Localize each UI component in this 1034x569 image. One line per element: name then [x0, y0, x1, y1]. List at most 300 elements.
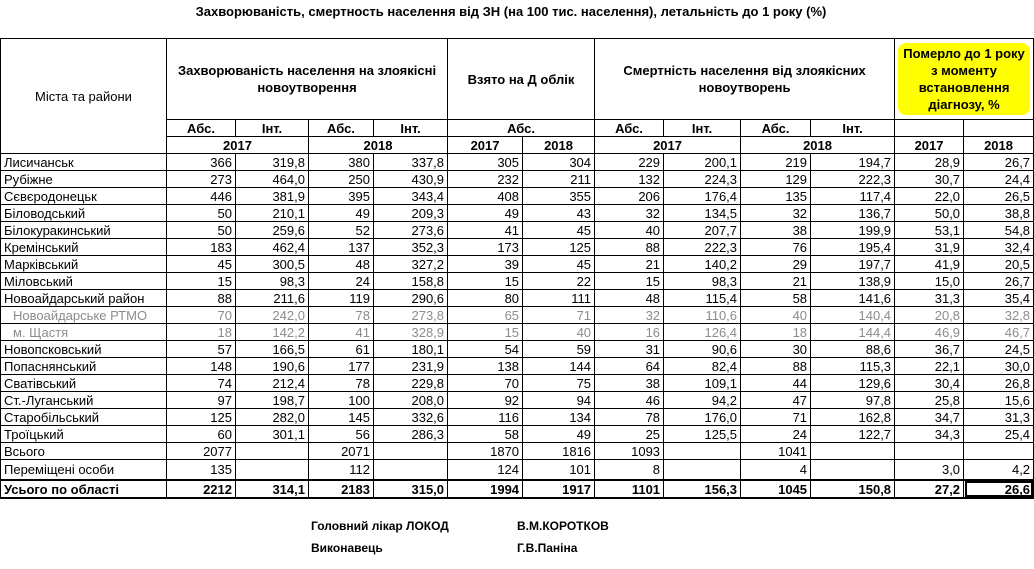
value-cell: 94: [523, 392, 595, 409]
value-cell: 3,0: [895, 460, 964, 481]
table-row: [1, 171, 1034, 188]
value-cell: 90,6: [664, 341, 741, 358]
value-cell: 46,7: [964, 324, 1034, 341]
sub-abs: Абс.: [741, 120, 811, 137]
region-name: Ст.-Луганський: [1, 392, 167, 409]
highlighted-header: Померло до 1 року з моменту встановлення діагнозу, %: [898, 43, 1030, 115]
value-cell: 24,4: [964, 171, 1034, 188]
value-cell: 111: [523, 290, 595, 307]
value-cell: 366: [167, 154, 236, 171]
value-cell: 98,3: [664, 273, 741, 290]
value-cell: 45: [523, 222, 595, 239]
value-cell: 134,5: [664, 205, 741, 222]
value-cell: 52: [309, 222, 374, 239]
region-name: Троїцький: [1, 426, 167, 443]
value-cell: 15,6: [964, 392, 1034, 409]
value-cell: 30,0: [964, 358, 1034, 375]
value-cell: 48: [309, 256, 374, 273]
value-cell: 177: [309, 358, 374, 375]
value-cell: 38,8: [964, 205, 1034, 222]
value-cell: 40: [741, 307, 811, 324]
value-cell: 2212: [167, 480, 236, 498]
value-cell: 53,1: [895, 222, 964, 239]
header-incidence: Захворюваність населення на злоякісні новоутворення: [167, 39, 448, 120]
value-cell: 464,0: [236, 171, 309, 188]
value-cell: 224,3: [664, 171, 741, 188]
value-cell: 44: [741, 375, 811, 392]
value-cell: 56: [309, 426, 374, 443]
value-cell: 22: [523, 273, 595, 290]
value-cell: 115,4: [664, 290, 741, 307]
sub-abs: Абс.: [595, 120, 664, 137]
value-cell: 142,2: [236, 324, 309, 341]
value-cell: 2077: [167, 443, 236, 460]
value-cell: 28,9: [895, 154, 964, 171]
value-cell: 232: [448, 171, 523, 188]
value-cell: 109,1: [664, 375, 741, 392]
value-cell: 100: [309, 392, 374, 409]
value-cell: 57: [167, 341, 236, 358]
table-row: [1, 205, 1034, 222]
table-row: [1, 273, 1034, 290]
sub-abs: Абс.: [167, 120, 236, 137]
table-row: [1, 188, 1034, 205]
year-2018: 2018: [523, 137, 595, 154]
executor-name: Г.В.Паніна: [517, 541, 578, 555]
value-cell: 129: [741, 171, 811, 188]
value-cell: 47: [741, 392, 811, 409]
table-row: [1, 222, 1034, 239]
chief-label: Головний лікар ЛОКОД: [311, 519, 449, 533]
value-cell: 129,6: [811, 375, 895, 392]
header-died: [895, 39, 1034, 120]
value-cell: 45: [523, 256, 595, 273]
value-cell: 31,3: [895, 290, 964, 307]
value-cell: 117,4: [811, 188, 895, 205]
value-cell: 125,5: [664, 426, 741, 443]
value-cell: 50: [167, 222, 236, 239]
value-cell: 59: [523, 341, 595, 358]
value-cell: 352,3: [374, 239, 448, 256]
value-cell: 319,8: [236, 154, 309, 171]
value-cell: 80: [448, 290, 523, 307]
value-cell: 78: [595, 409, 664, 426]
value-cell: 30: [741, 341, 811, 358]
value-cell: 29: [741, 256, 811, 273]
value-cell: 211: [523, 171, 595, 188]
value-cell: 222,3: [811, 171, 895, 188]
value-cell: 134: [523, 409, 595, 426]
value-cell: 1917: [523, 480, 595, 498]
table-row: [1, 426, 1034, 443]
blank-cell: [895, 120, 964, 137]
page-title: Захворюваність, смертность населення від ЗН (на 100 тис. населення), летальність до 1 року (%): [195, 4, 827, 19]
value-cell: 144: [523, 358, 595, 375]
value-cell: 305: [448, 154, 523, 171]
value-cell: 32,4: [964, 239, 1034, 256]
value-cell: 49: [523, 426, 595, 443]
value-cell: 26,7: [964, 273, 1034, 290]
value-cell: 40: [595, 222, 664, 239]
value-cell: 222,3: [664, 239, 741, 256]
value-cell: 2183: [309, 480, 374, 498]
value-cell: [964, 443, 1034, 460]
value-cell: 140,2: [664, 256, 741, 273]
value-cell: 327,2: [374, 256, 448, 273]
value-cell: 166,5: [236, 341, 309, 358]
value-cell: 24,5: [964, 341, 1034, 358]
value-cell: 46,9: [895, 324, 964, 341]
value-cell: 70: [167, 307, 236, 324]
value-cell: 45: [167, 256, 236, 273]
value-cell: 343,4: [374, 188, 448, 205]
value-cell: 145: [309, 409, 374, 426]
table-row: [1, 239, 1034, 256]
value-cell: 58: [741, 290, 811, 307]
value-cell: 54: [448, 341, 523, 358]
value-cell: 41,9: [895, 256, 964, 273]
value-cell: 49: [448, 205, 523, 222]
value-cell: 30,7: [895, 171, 964, 188]
value-cell: 219: [741, 154, 811, 171]
value-cell: 132: [595, 171, 664, 188]
value-cell: 122,7: [811, 426, 895, 443]
value-cell: 71: [741, 409, 811, 426]
value-cell: 31,3: [964, 409, 1034, 426]
value-cell: 381,9: [236, 188, 309, 205]
value-cell: 74: [167, 375, 236, 392]
value-cell: 101: [523, 460, 595, 481]
value-cell: 259,6: [236, 222, 309, 239]
value-cell: 125: [167, 409, 236, 426]
value-cell: 15: [595, 273, 664, 290]
value-cell: 75: [523, 375, 595, 392]
value-cell: 1041: [741, 443, 811, 460]
value-cell: 300,5: [236, 256, 309, 273]
value-cell: 38: [595, 375, 664, 392]
value-cell: 135: [741, 188, 811, 205]
value-cell: 71: [523, 307, 595, 324]
value-cell: 332,6: [374, 409, 448, 426]
table-row: [1, 307, 1034, 324]
year-2017: 2017: [595, 137, 741, 154]
table-row: [1, 154, 1034, 171]
value-cell: 49: [309, 205, 374, 222]
region-name: Білокуракинський: [1, 222, 167, 239]
sub-abs: Абс.: [309, 120, 374, 137]
value-cell: 36,7: [895, 341, 964, 358]
value-cell: 88: [595, 239, 664, 256]
value-cell: 4: [741, 460, 811, 481]
value-cell: 15: [448, 273, 523, 290]
value-cell: 1045: [741, 480, 811, 498]
value-cell: 140,4: [811, 307, 895, 324]
data-table: [0, 38, 1034, 499]
region-name: Новоайдарське РТМО: [1, 307, 167, 324]
table-row: [1, 375, 1034, 392]
value-cell: 273,8: [374, 307, 448, 324]
value-cell: 32,8: [964, 307, 1034, 324]
value-cell: 148: [167, 358, 236, 375]
value-cell: 15: [448, 324, 523, 341]
value-cell: 242,0: [236, 307, 309, 324]
value-cell: 22,0: [895, 188, 964, 205]
value-cell: 162,8: [811, 409, 895, 426]
table-row: [1, 460, 1034, 481]
value-cell: 337,8: [374, 154, 448, 171]
value-cell: 27,2: [895, 480, 964, 498]
value-cell: 15: [167, 273, 236, 290]
value-cell: 173: [448, 239, 523, 256]
value-cell: 158,8: [374, 273, 448, 290]
value-cell: 92: [448, 392, 523, 409]
value-cell: 1816: [523, 443, 595, 460]
value-cell: 137: [309, 239, 374, 256]
value-cell: 61: [309, 341, 374, 358]
value-cell: 25: [595, 426, 664, 443]
value-cell: 48: [595, 290, 664, 307]
sub-int: Інт.: [236, 120, 309, 137]
value-cell: 26,6: [964, 480, 1034, 498]
chief-name: В.М.КОРОТКОВ: [517, 519, 609, 533]
value-cell: 16: [595, 324, 664, 341]
value-cell: 1101: [595, 480, 664, 498]
value-cell: 46: [595, 392, 664, 409]
value-cell: 54,8: [964, 222, 1034, 239]
value-cell: 25,8: [895, 392, 964, 409]
value-cell: 212,4: [236, 375, 309, 392]
value-cell: 125: [523, 239, 595, 256]
value-cell: 208,0: [374, 392, 448, 409]
value-cell: 210,1: [236, 205, 309, 222]
region-name: Попаснянський: [1, 358, 167, 375]
year-2018: 2018: [309, 137, 448, 154]
value-cell: 273,6: [374, 222, 448, 239]
value-cell: 18: [167, 324, 236, 341]
value-cell: [664, 443, 741, 460]
year-2018: 2018: [741, 137, 895, 154]
value-cell: 286,3: [374, 426, 448, 443]
table-row: [1, 392, 1034, 409]
value-cell: 430,9: [374, 171, 448, 188]
value-cell: 195,4: [811, 239, 895, 256]
value-cell: 21: [595, 256, 664, 273]
value-cell: 58: [448, 426, 523, 443]
value-cell: 110,6: [664, 307, 741, 324]
header-region: Міста та райони: [1, 39, 167, 154]
value-cell: 119: [309, 290, 374, 307]
value-cell: 180,1: [374, 341, 448, 358]
value-cell: 135: [167, 460, 236, 481]
year-2017: 2017: [167, 137, 309, 154]
region-name: Усього по області: [1, 480, 167, 498]
value-cell: 229: [595, 154, 664, 171]
value-cell: 32: [741, 205, 811, 222]
region-name: Всього: [1, 443, 167, 460]
value-cell: 31: [595, 341, 664, 358]
value-cell: 34,7: [895, 409, 964, 426]
value-cell: 64: [595, 358, 664, 375]
value-cell: 78: [309, 307, 374, 324]
value-cell: 176,4: [664, 188, 741, 205]
value-cell: 24: [741, 426, 811, 443]
table-row: [1, 290, 1034, 307]
value-cell: 446: [167, 188, 236, 205]
value-cell: 141,6: [811, 290, 895, 307]
value-cell: 40: [523, 324, 595, 341]
value-cell: 94,2: [664, 392, 741, 409]
value-cell: 190,6: [236, 358, 309, 375]
region-name: м. Щастя: [1, 324, 167, 341]
value-cell: 18: [741, 324, 811, 341]
value-cell: 124: [448, 460, 523, 481]
value-cell: 20,5: [964, 256, 1034, 273]
value-cell: 32: [595, 307, 664, 324]
value-cell: 88,6: [811, 341, 895, 358]
value-cell: 328,9: [374, 324, 448, 341]
value-cell: 65: [448, 307, 523, 324]
sub-int: Інт.: [374, 120, 448, 137]
region-name: Новопсковський: [1, 341, 167, 358]
value-cell: 34,3: [895, 426, 964, 443]
value-cell: [374, 443, 448, 460]
value-cell: 156,3: [664, 480, 741, 498]
value-cell: 1093: [595, 443, 664, 460]
value-cell: 8: [595, 460, 664, 481]
value-cell: 408: [448, 188, 523, 205]
table-row: [1, 256, 1034, 273]
value-cell: 39: [448, 256, 523, 273]
value-cell: 31,9: [895, 239, 964, 256]
region-name: Новоайдарський район: [1, 290, 167, 307]
value-cell: 314,1: [236, 480, 309, 498]
table-row: [1, 324, 1034, 341]
value-cell: 209,3: [374, 205, 448, 222]
value-cell: 115,3: [811, 358, 895, 375]
value-cell: 32: [595, 205, 664, 222]
value-cell: 395: [309, 188, 374, 205]
value-cell: [895, 443, 964, 460]
value-cell: 30,4: [895, 375, 964, 392]
value-cell: 355: [523, 188, 595, 205]
value-cell: 60: [167, 426, 236, 443]
value-cell: 15,0: [895, 273, 964, 290]
region-name: Лисичанськ: [1, 154, 167, 171]
value-cell: 1994: [448, 480, 523, 498]
value-cell: 197,7: [811, 256, 895, 273]
value-cell: 97,8: [811, 392, 895, 409]
value-cell: 78: [309, 375, 374, 392]
value-cell: [374, 460, 448, 481]
region-name: Міловський: [1, 273, 167, 290]
year-2017: 2017: [448, 137, 523, 154]
value-cell: 250: [309, 171, 374, 188]
value-cell: 462,4: [236, 239, 309, 256]
value-cell: 207,7: [664, 222, 741, 239]
value-cell: 24: [309, 273, 374, 290]
value-cell: 112: [309, 460, 374, 481]
value-cell: 41: [448, 222, 523, 239]
value-cell: 50: [167, 205, 236, 222]
value-cell: 2071: [309, 443, 374, 460]
value-cell: 98,3: [236, 273, 309, 290]
table-row: [1, 341, 1034, 358]
table-row: [1, 358, 1034, 375]
sub-int: Інт.: [811, 120, 895, 137]
value-cell: 315,0: [374, 480, 448, 498]
value-cell: 198,7: [236, 392, 309, 409]
region-name: Рубіжне: [1, 171, 167, 188]
value-cell: 150,8: [811, 480, 895, 498]
value-cell: 97: [167, 392, 236, 409]
value-cell: 88: [741, 358, 811, 375]
value-cell: 183: [167, 239, 236, 256]
region-name: Кремінський: [1, 239, 167, 256]
region-name: Переміщені особи: [1, 460, 167, 481]
value-cell: 273: [167, 171, 236, 188]
blank-cell: [964, 120, 1034, 137]
value-cell: [236, 443, 309, 460]
value-cell: 301,1: [236, 426, 309, 443]
value-cell: 282,0: [236, 409, 309, 426]
value-cell: 43: [523, 205, 595, 222]
year-2018: 2018: [964, 137, 1034, 154]
year-2017: 2017: [895, 137, 964, 154]
value-cell: 22,1: [895, 358, 964, 375]
region-name: Сєвєродонецьк: [1, 188, 167, 205]
table-row: [1, 409, 1034, 426]
value-cell: 1870: [448, 443, 523, 460]
value-cell: 70: [448, 375, 523, 392]
value-cell: 138: [448, 358, 523, 375]
value-cell: 199,9: [811, 222, 895, 239]
total-row: [1, 480, 1034, 498]
value-cell: 88: [167, 290, 236, 307]
value-cell: 26,8: [964, 375, 1034, 392]
value-cell: 126,4: [664, 324, 741, 341]
sub-abs: Абс.: [448, 120, 595, 137]
value-cell: 304: [523, 154, 595, 171]
value-cell: 176,0: [664, 409, 741, 426]
region-name: Сватівський: [1, 375, 167, 392]
region-name: Марківський: [1, 256, 167, 273]
value-cell: 290,6: [374, 290, 448, 307]
value-cell: 4,2: [964, 460, 1034, 481]
value-cell: 138,9: [811, 273, 895, 290]
value-cell: 200,1: [664, 154, 741, 171]
sub-int: Інт.: [664, 120, 741, 137]
value-cell: 116: [448, 409, 523, 426]
value-cell: [236, 460, 309, 481]
header-registered: Взято на Д облік: [448, 39, 595, 120]
value-cell: 82,4: [664, 358, 741, 375]
value-cell: 35,4: [964, 290, 1034, 307]
region-name: Старобільський: [1, 409, 167, 426]
value-cell: 136,7: [811, 205, 895, 222]
value-cell: 76: [741, 239, 811, 256]
table-row: [1, 443, 1034, 460]
value-cell: 38: [741, 222, 811, 239]
value-cell: 229,8: [374, 375, 448, 392]
value-cell: 231,9: [374, 358, 448, 375]
value-cell: [811, 443, 895, 460]
header-mortality: Смертність населення від злоякісних новоутворень: [595, 39, 895, 120]
value-cell: 194,7: [811, 154, 895, 171]
value-cell: 50,0: [895, 205, 964, 222]
value-cell: 206: [595, 188, 664, 205]
value-cell: 20,8: [895, 307, 964, 324]
value-cell: 211,6: [236, 290, 309, 307]
